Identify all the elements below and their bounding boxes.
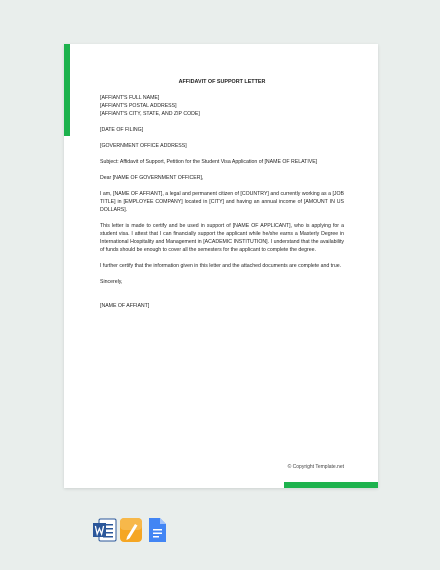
salutation: Dear [NAME OF GOVERNMENT OFFICER],	[100, 175, 204, 181]
affiant-address: [AFFIANT'S POSTAL ADDRESS]	[100, 103, 177, 109]
date-line: [DATE OF FILING]	[100, 127, 144, 133]
affiant-name: [AFFIANT'S FULL NAME]	[100, 95, 160, 101]
affiant-city: [AFFIANT'S CITY, STATE, AND ZIP CODE]	[100, 111, 200, 117]
pages-icon[interactable]	[118, 516, 144, 544]
google-docs-icon[interactable]	[144, 516, 170, 544]
word-icon[interactable]	[92, 516, 118, 544]
accent-bar-left	[64, 44, 70, 136]
paragraph-3: I further certify that the information given in this letter and the attached documents are complete and true.	[100, 263, 342, 269]
closing: Sincerely,	[100, 279, 123, 285]
copyright-text: © Copyright Template.net	[287, 464, 344, 470]
accent-bar-bottom	[284, 482, 378, 488]
paragraph-2: This letter is made to certify and be used in support of [NAME OF APPLICANT], who is applying for a student visa. I attest that I can financially support the applicant while he/she earns a Masterly Degree in International Hospitality and Management in [ACADEMIC INSTITUTION]. I understand that the availability of funds should be enough to cover all the semesters for the applicant to complete the degree.	[100, 223, 344, 253]
letter-body	[100, 78, 344, 310]
letter-title: AFFIDAVIT OF SUPPORT LETTER	[178, 79, 266, 85]
office-address: [GOVERNMENT OFFICE ADDRESS]	[100, 143, 187, 149]
signature-name: [NAME OF AFFIANT]	[100, 303, 150, 309]
subject-line: Subject: Affidavit of Support, Petition for the Student Visa Application of [NAME OF RELATIVE]	[100, 159, 318, 165]
paragraph-1: I am, [NAME OF AFFIANT], a legal and permanent citizen of [COUNTRY] and currently working as a [JOB TITLE] in [EMPLOYEE COMPANY] located in [CITY] and having an annual income of [AMOUNT IN US DOLLARS].	[100, 191, 344, 213]
